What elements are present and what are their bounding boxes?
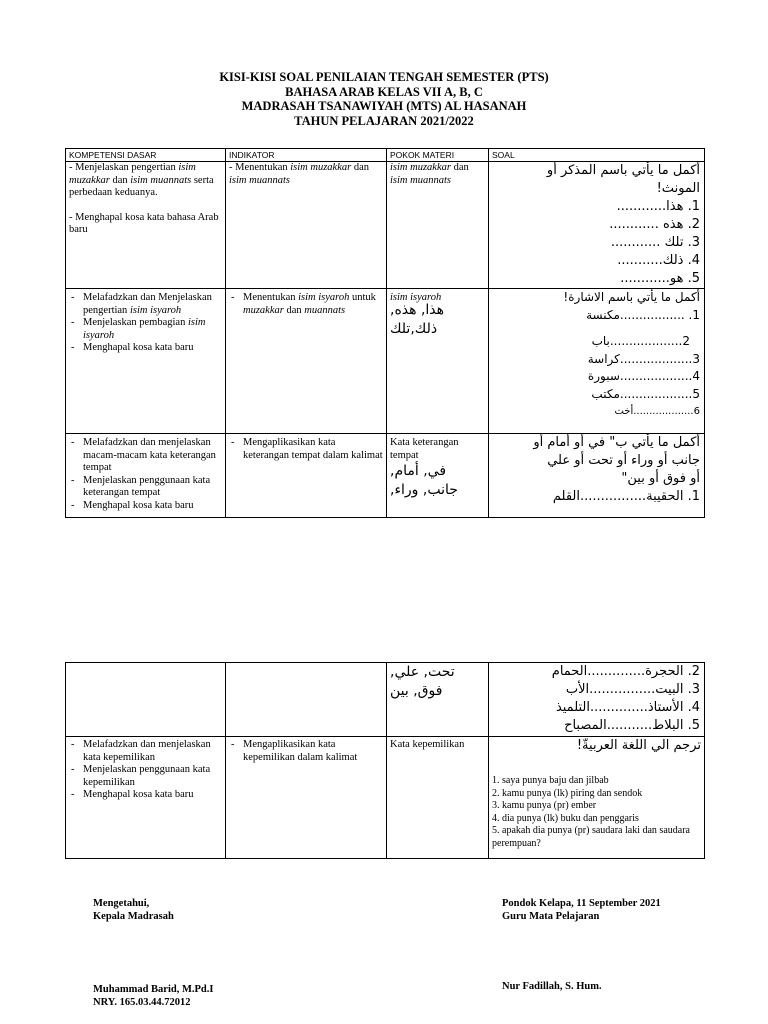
header-soal: SOAL — [489, 149, 705, 162]
headmaster-name: Muhammad Barid, M.Pd.I — [93, 984, 214, 995]
soal-cell — [489, 434, 705, 518]
table-row — [66, 289, 705, 434]
soal-item: 4. dia punya (lk) buku dan penggaris — [492, 812, 639, 824]
kd-item: - Menghapal kosa kata baru — [83, 342, 222, 355]
header-indikator: INDIKATOR — [226, 149, 387, 162]
kd-item: - Menjelaskan pengertian isim muzakkar dan isim muannats serta perbedaan keduanya. — [69, 162, 214, 198]
signature-left-title — [93, 897, 174, 923]
signature-right-name — [502, 980, 602, 993]
kompetensi-dasar-cell — [66, 289, 226, 434]
soal-line: 3. البيت................الأب — [565, 682, 700, 697]
pokok-materi-cell — [387, 289, 489, 434]
soal-line: 2. هذه ............ — [609, 217, 700, 232]
pokok-materi-arabic: تحت, علي, فوق, بين — [390, 664, 455, 699]
soal-line: 3. تلك ............ — [610, 235, 700, 250]
title-line-4: TAHUN PELAJARAN 2021/2022 — [294, 113, 474, 128]
pokok-materi-label: Kata keterangan tempat — [390, 437, 459, 461]
kd-item: - Menjelaskan pembagian isim isyaroh — [83, 317, 222, 342]
soal-cell — [489, 162, 705, 289]
kd-item: - Menjelaskan penggunaan kata kepemilikan — [83, 764, 222, 789]
soal-line: 1. هذا............ — [616, 199, 700, 214]
header-pokok-materi: POKOK MATERI — [387, 149, 489, 162]
indikator-cell — [226, 663, 387, 737]
kd-item: - Melafadzkan dan menjelaskan macam-macam kata keterangan tempat — [83, 437, 222, 475]
kd-item: - Melafadzkan dan menjelaskan kata kepemilikan — [83, 739, 222, 764]
guru-label: Guru Mata Pelajaran — [502, 911, 600, 922]
kompetensi-dasar-cell — [66, 162, 226, 289]
soal-line: 1. الحقيبة................القلم — [552, 489, 700, 504]
soal-item: 2. kamu punya (lk) piring dan sendok — [492, 787, 643, 799]
soal-line: 6...................أخت — [614, 406, 700, 417]
place-date: Pondok Kelapa, 11 September 2021 — [502, 898, 661, 909]
indikator-cell — [226, 434, 387, 518]
teacher-name: Nur Fadillah, S. Hum. — [502, 981, 602, 992]
kd-item: - Menghapal kosa kata baru — [83, 789, 222, 802]
indikator-item: - Menentukan isim isyaroh untuk muzakkar dan muannats — [243, 292, 383, 317]
table-row — [66, 162, 705, 289]
soal-line: 1. .................مكنسة — [586, 307, 700, 322]
soal-line: 2. الحجرة..............الحمام — [551, 664, 700, 679]
indikator-cell — [226, 289, 387, 434]
pokok-materi-cell — [387, 737, 489, 859]
soal-line: أو فوق أو بين" — [621, 471, 700, 486]
soal-line: 5...................مكتب — [591, 386, 700, 401]
table-header-row — [66, 149, 705, 162]
soal-line: أكمل ما يأتي باسم المذكر أو — [546, 163, 700, 178]
signature-left-name — [93, 983, 213, 1009]
pokok-materi-cell — [387, 434, 489, 518]
soal-cell — [489, 663, 705, 737]
kd-item: - Melafadzkan dan Menjelaskan pengertian isim isyaroh — [83, 292, 222, 317]
header-kompetensi-dasar: KOMPETENSI DASAR — [66, 149, 226, 162]
soal-line: 3...................كراسة — [587, 351, 700, 366]
soal-line: جانب أو وراء أو تحت أو علي — [547, 453, 700, 468]
indikator-cell — [226, 737, 387, 859]
soal-line: 4. الأستاذ..............التلميذ — [555, 700, 700, 715]
soal-cell — [489, 289, 705, 434]
table-row — [66, 737, 705, 859]
soal-items — [492, 775, 701, 850]
indikator-item: - Mengaplikasikan kata kepemilikan dalam kalimat — [243, 739, 383, 764]
soal-line: المونث! — [656, 181, 700, 196]
soal-line: 4...................سبورة — [587, 369, 700, 383]
table-row — [66, 434, 705, 518]
title-line-2: BAHASA ARAB KELAS VII A, B, C — [285, 84, 483, 99]
pokok-materi-arabic: في, أمام, جانب, وراء, — [390, 463, 458, 498]
soal-line: 5. البلاط...........المصباح — [564, 718, 700, 733]
kisi-kisi-table — [65, 148, 705, 518]
document-title — [0, 70, 768, 128]
soal-item: 1. saya punya baju dan jilbab — [492, 775, 609, 786]
kompetensi-dasar-cell — [66, 737, 226, 859]
soal-item: 3. kamu punya (pr) ember — [492, 800, 597, 811]
soal-line: 4. ذلك........... — [617, 253, 700, 268]
indikator-cell: - Menentukan isim muzakkar dan isim muannats — [226, 162, 387, 289]
title-line-1: KISI-KISI SOAL PENILAIAN TENGAH SEMESTER (PTS) — [219, 70, 549, 84]
soal-line: 5. هو............ — [620, 271, 700, 286]
pokok-materi-cell — [387, 663, 489, 737]
kd-item: - Menghapal kosa kata bahasa Arab baru — [69, 211, 219, 235]
kisi-kisi-table-continued — [65, 662, 705, 859]
soal-instruction: ترجم الي اللغة العربيةّ! — [576, 738, 701, 753]
pokok-materi-label: isim isyaroh — [390, 292, 442, 303]
pokok-materi-label: Kata kepemilikan — [390, 739, 465, 750]
soal-cell — [489, 737, 705, 859]
pokok-materi-cell: isim muzakkar dan isim muannats — [387, 162, 489, 289]
table-row — [66, 663, 705, 737]
soal-item: 5. apakah dia punya (pr) saudara laki dan saudara perempuan? — [492, 825, 690, 849]
soal-line: أكمل ما يأتي ب" في أو أمام أو — [533, 435, 700, 450]
title-line-3: MADRASAH TSANAWIYAH (MTS) AL HASANAH — [241, 99, 527, 113]
kompetensi-dasar-cell — [66, 434, 226, 518]
soal-line: 2...................باب — [591, 334, 690, 348]
kepala-madrasah-label: Kepala Madrasah — [93, 911, 174, 922]
kompetensi-dasar-cell — [66, 663, 226, 737]
soal-line: أكمل ما يأتي باسم الاشارة! — [563, 290, 700, 304]
soal-line — [492, 324, 700, 333]
kd-item: - Menghapal kosa kata baru — [83, 500, 222, 513]
headmaster-nry: NRY. 165.03.44.72012 — [93, 997, 191, 1008]
indikator-item: - Mengaplikasikan kata keterangan tempat dalam kalimat — [243, 437, 383, 462]
signature-right-title — [502, 897, 661, 923]
pokok-materi-arabic: هذا, هذه, ذلك,تلك — [390, 301, 445, 337]
kd-item: - Menjelaskan penggunaan kata keterangan tempat — [83, 475, 222, 500]
mengetahui-label: Mengetahui, — [93, 898, 150, 909]
